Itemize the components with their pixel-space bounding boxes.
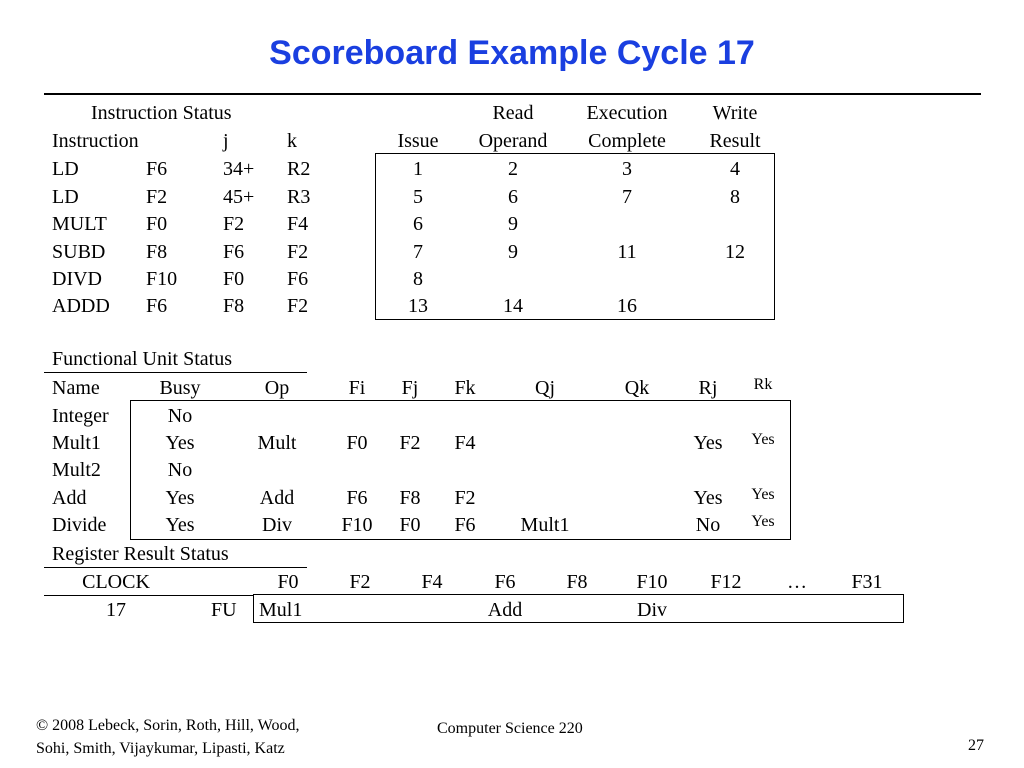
instruction-j: F6 [223,241,245,263]
fu-busy: No [167,459,193,481]
instruction-j: 45+ [223,186,255,208]
instruction-j: F0 [223,268,245,290]
clock-value: 17 [106,599,126,621]
header-write-top: Write [712,102,758,124]
fu-name: Add [52,487,87,509]
instruction-k: R2 [287,158,311,180]
fu-op: Mult [257,432,297,454]
register-header: F10 [636,571,668,593]
instruction-k: F6 [287,268,309,290]
instruction-j: F2 [223,213,245,235]
register-header: F6 [494,571,516,593]
fu-fk: F2 [454,487,476,509]
instruction-k: R3 [287,186,311,208]
fu-fj: F0 [399,514,421,536]
copyright-line: Sohi, Smith, Vijaykumar, Lipasti, Katz [36,740,285,758]
header-qk: Qk [624,377,650,399]
fu-rk: Yes [751,431,775,448]
issue-cycle: 1 [413,158,423,180]
read-operand-cycle: 14 [503,295,523,317]
fu-name: Divide [52,514,107,536]
course-name: Computer Science 220 [437,720,583,737]
register-header: F12 [710,571,742,593]
header-rk: Rk [753,376,773,393]
issue-cycle: 7 [413,241,423,263]
fu-busy: Yes [165,432,195,454]
register-result-header-rule [44,567,307,568]
instruction-op: SUBD [52,241,106,263]
instruction-k: F4 [287,213,309,235]
instruction-j: F8 [223,295,245,317]
header-write-bottom: Result [709,130,761,152]
fu-busy: Yes [165,514,195,536]
execution-complete-cycle: 7 [622,186,632,208]
instruction-k: F2 [287,295,309,317]
read-operand-cycle: 9 [508,241,518,263]
instruction-dest: F0 [146,213,168,235]
header-instruction: Instruction [52,130,139,152]
copyright-notice [36,714,299,760]
register-header: … [787,571,807,593]
slide-title: Scoreboard Example Cycle 17 [269,34,755,72]
header-read-bottom: Operand [478,130,548,152]
instruction-dest: F6 [146,158,168,180]
register-fu-value: Mul1 [259,599,303,621]
clock-row-rule [44,595,254,596]
fu-name: Integer [52,405,109,427]
fu-fk: F4 [454,432,476,454]
copyright-line: © 2008 Lebeck, Sorin, Roth, Hill, Wood, [36,717,300,734]
fu-rk: Yes [751,513,775,530]
issue-cycle: 6 [413,213,423,235]
instruction-op: DIVD [52,268,102,290]
issue-cycle: 8 [413,268,423,290]
instruction-dest: F8 [146,241,168,263]
fu-name: Mult2 [52,459,101,481]
register-result-status-label: Register Result Status [52,543,229,565]
header-fi: Fi [348,377,366,399]
header-read-top: Read [492,102,534,124]
execution-complete-cycle: 11 [617,241,637,263]
header-execution-top: Execution [586,102,668,124]
header-rj: Rj [698,377,718,399]
read-operand-cycle: 9 [508,213,518,235]
header-qj: Qj [535,377,555,399]
title-divider [44,93,981,95]
instruction-status-label: Instruction Status [91,102,232,124]
write-result-cycle: 8 [730,186,740,208]
fu-fk: F6 [454,514,476,536]
read-operand-cycle: 6 [508,186,518,208]
fu-fi: F6 [346,487,368,509]
fu-qj: Mult1 [520,514,570,536]
fu-fi: F0 [346,432,368,454]
fu-fj: F8 [399,487,421,509]
register-fu-value: Div [637,599,667,621]
read-operand-cycle: 2 [508,158,518,180]
fu-rj: Yes [693,432,723,454]
fu-fj: F2 [399,432,421,454]
fu-name: Mult1 [52,432,101,454]
header-j: j [223,130,229,152]
instruction-op: MULT [52,213,107,235]
instruction-j: 34+ [223,158,255,180]
instruction-op: LD [52,158,79,180]
instruction-op: LD [52,186,79,208]
header-busy: Busy [159,377,201,399]
instruction-dest: F6 [146,295,168,317]
issue-cycle: 13 [408,295,428,317]
header-name: Name [52,377,100,399]
register-header: F2 [349,571,371,593]
fu-op: Div [262,514,292,536]
instruction-timing-box [375,153,775,320]
header-k: k [287,130,297,152]
register-header: F31 [851,571,883,593]
fu-rk: Yes [751,486,775,503]
issue-cycle: 5 [413,186,423,208]
fu-rj: Yes [693,487,723,509]
header-fk: Fk [454,377,476,399]
register-header: F0 [277,571,299,593]
register-header: F8 [566,571,588,593]
clock-label: CLOCK [82,571,150,593]
write-result-cycle: 4 [730,158,740,180]
header-issue: Issue [397,130,439,152]
header-execution-bottom: Complete [588,130,666,152]
instruction-op: ADDD [52,295,110,317]
instruction-dest: F2 [146,186,168,208]
instruction-dest: F10 [146,268,178,290]
functional-unit-header-rule [44,372,307,373]
execution-complete-cycle: 16 [617,295,637,317]
fu-fi: F10 [341,514,373,536]
register-header: F4 [421,571,443,593]
fu-rj: No [695,514,721,536]
page-number: 27 [968,737,984,754]
execution-complete-cycle: 3 [622,158,632,180]
register-fu-box [253,594,904,623]
write-result-cycle: 12 [725,241,745,263]
register-fu-value: Add [487,599,523,621]
fu-label: FU [211,599,237,621]
functional-unit-status-label: Functional Unit Status [52,348,232,370]
header-op: Op [264,377,290,399]
instruction-k: F2 [287,241,309,263]
fu-busy: No [167,405,193,427]
header-fj: Fj [401,377,419,399]
fu-busy: Yes [165,487,195,509]
fu-op: Add [259,487,295,509]
